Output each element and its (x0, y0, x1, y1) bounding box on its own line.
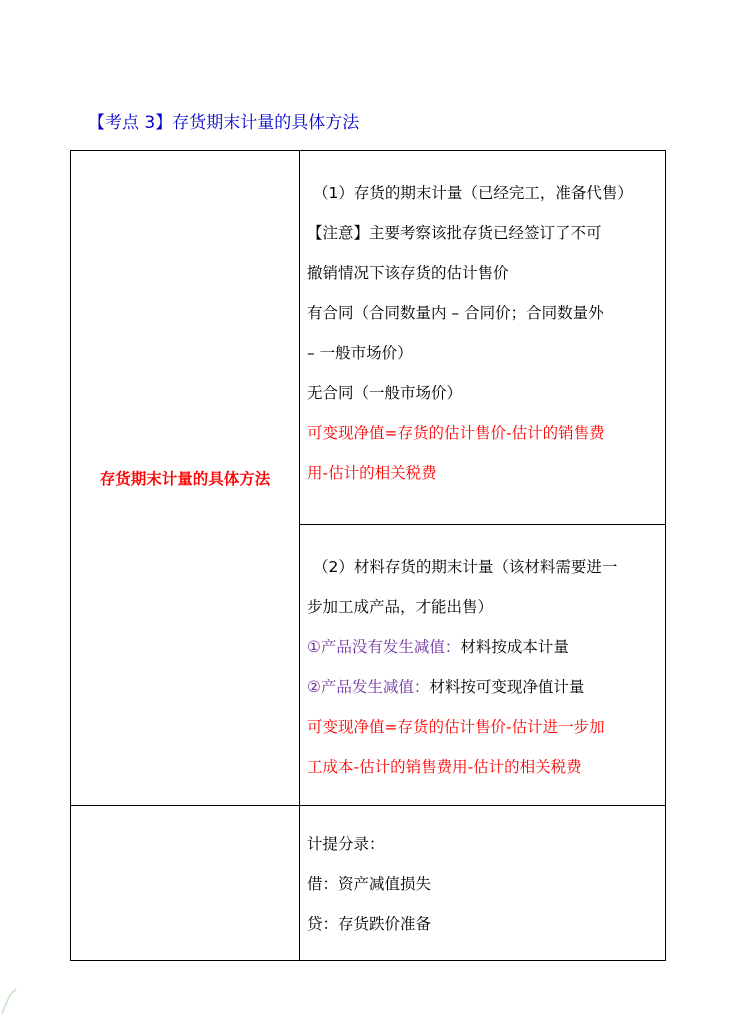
row2-item-2 (307, 667, 659, 707)
row3-left-empty-cell (71, 806, 300, 961)
row2-item-2-label: ②产品发生减值： (307, 678, 430, 696)
row2-formula-line-1: 可变现净值=存货的估计售价-估计进一步加 (307, 718, 605, 736)
row2-item-1 (307, 627, 659, 667)
row3-content-cell (300, 806, 666, 961)
row3-line-2: 借：资产减值损失 (307, 875, 432, 893)
row1-line-4: 有合同（合同数量内 – 合同价；合同数量外 (307, 304, 604, 322)
table-row (71, 151, 666, 525)
row1-formula-line-2: 用-估计的相关税费 (307, 464, 437, 482)
row2-item-1-text: 材料按成本计量 (460, 638, 569, 656)
row2-formula-line-2: 工成本-估计的销售费用-估计的相关税费 (307, 758, 582, 776)
row1-line-6: 无合同（一般市场价） (307, 384, 463, 402)
content-table (70, 150, 666, 961)
row2-content-cell (300, 525, 666, 806)
left-label-cell (71, 151, 300, 806)
row1-formula-line-1: 可变现净值=存货的估计售价-估计的销售费 (307, 424, 605, 442)
row1-line-5: – 一般市场价） (307, 344, 413, 362)
table-row (71, 806, 666, 961)
row1-line-3: 撤销情况下该存货的估计售价 (307, 264, 509, 282)
row2-item-1-label: ①产品没有发生减值： (307, 638, 461, 656)
row2-item-2-text: 材料按可变现净值计量 (429, 678, 585, 696)
row1-content-cell (300, 151, 666, 525)
row2-line-2: 步加工成产品，才能出售） (307, 598, 494, 616)
row1-line-1: （1）存货的期末计量（已经完工，准备代售） (313, 184, 633, 202)
row2-line-1: （2）材料存货的期末计量（该材料需要进一 (313, 558, 618, 576)
left-label: 存货期末计量的具体方法 (99, 470, 271, 488)
corner-decoration-icon (0, 985, 20, 1015)
section-heading: 【考点 3】存货期末计量的具体方法 (88, 113, 360, 133)
row3-line-1: 计提分录： (307, 835, 385, 853)
row1-line-2: 【注意】主要考察该批存货已经签订了不可 (307, 224, 602, 242)
row3-line-3: 贷：存货跌价准备 (307, 915, 432, 933)
